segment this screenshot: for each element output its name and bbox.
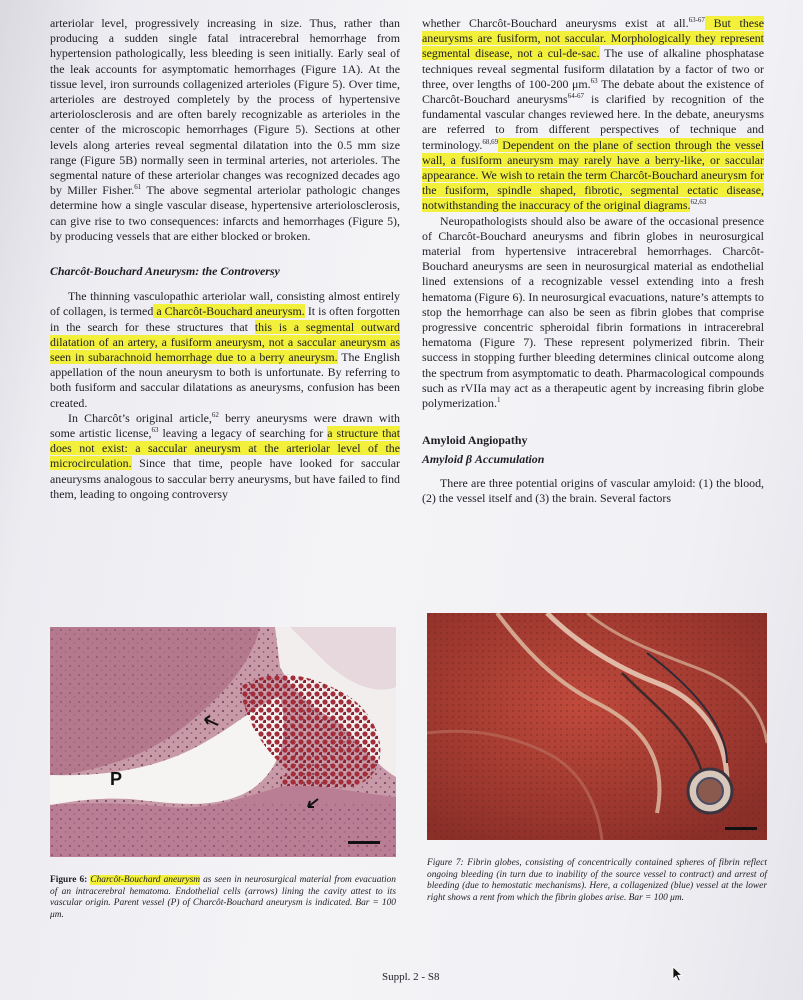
paragraph: Neuropathologists should also be aware of the occasional presence of Charcôt-Bouchard aneurysms and fibrin globes in neurosurgical material from hypertensive intracerebral hemorrhages. Charcôt-Bouchard aneurysms are seen in neurosurgical material as endothelial lined extensions of a recognizable vessel extending into a fresh hematoma (Figure 6). In neurosurgical evacuations, nature’s attempts to stop the hemorrhage can also be seen as fibrin globes that comprise progressive concentric spheroidal fibrin formations in intracerebral hematoma (Figure 7). These represent polymerized fibrin. Their success in stopping further bleeding determines clinical outcome along the spectrum from asymptomatic to death. Pharmacological compounds such as rVIIa may act as a therapeutic agent by increasing fibrin globe polymerization.$^1$ xyxy=(422,213,764,411)
paragraph-intro: arteriolar level, progressively increasing in size. Thus, rather than producing a sudden single fatal intracerebral hemorrhage from hypertension pathologically, less bleeding is seen initially. Early seal of the leak accounts for asymptomatic hemorrhages (Figure 1A). At the tissue level, iron surrounds collagenized arterioles (Figure 5). Over time, arterioles are destroyed completely by the process of hypertensive arteriolosclerosis and are often barely recognizable as arterioles in the center of the microscopic hemorrhages (Figure 5). Sections at other levels along arteries reveal segmental dilatation into the 0.5 mm size range (Figure 5B) normally seen in terminal arteries, not arterioles. The segmental nature of these arteriolar changes was recognized decades ago by Miller Fisher.$^{61}$ The above segmental arteriolar pathologic changes determine how a single vascular disease, hypertensive arteriolosclerosis, can give rise to two consequences: infarcts and hemorrhages (Figure 5), by producing vessels that are either blocked or broken. xyxy=(50,16,400,243)
paragraph: whether Charcôt-Bouchard aneurysms exist at all.$^{63-67}$ But these aneurysms are fusiform, not saccular. Morphologically they represent segmental disease, not a cul-de-sac. The use of alkaline phosphatase techniques reveal segmental fusiform dilatation by a factor of two or three, over lengths of 100-200 μm.$^{63}$ The debate about the existence of Charcôt-Bouchard aneurysms$^{64-67}$ is clarified by recognition of the fundamental vascular changes reviewed here. In the debate, aneurysms are referred to from different perspectives of technique and terminology.$^{68,69}$ Dependent on the plane of section through the vessel wall, a fusiform aneurysm may rarely have a berry-like, or saccular appearance. We wish to retain the term Charcôt-Bouchard aneurysm for the fusiform, spindle shaped, fibrotic, segmental ectatic disease, notwithstanding the inaccuracy of the original diagrams.$^{62,63}$ xyxy=(422,16,765,213)
highlight: Charcôt-Bouchard aneurysm xyxy=(90,875,201,885)
scale-bar xyxy=(348,841,380,844)
paragraph: In Charcôt’s original article,$^{62}$ berry aneurysms were drawn with some artistic license,$^{63}$ leaving a legacy of searching for a structure that does not exist: a saccular aneurysm at the arteriolar level of the microcirculation. Since that time, people have looked for saccular aneurysms analogous to saccular berry aneurysms, but have failed to find them, leading to ongoing controversy xyxy=(50,410,400,501)
left-column xyxy=(50,16,400,502)
figure-7-caption: Figure 7: Fibrin globes, consisting of concentrically contained spheres of fibrin reflect ongoing bleeding (in turn due to inability of the source vessel to contract) and arrest of bleeding (due to hemostatic mechanisms). Here, a collagenized (blue) vessel at the lower right shows a rent from which the fibrin globes arise. Bar = 100 μm. xyxy=(427,858,767,903)
highlight: a Charcôt-Bouchard aneurysm. xyxy=(153,304,305,319)
figure-7-image xyxy=(427,613,767,840)
highlight: a structure that does not exist: a saccular aneurysm at the arteriolar level of the microcirculation. xyxy=(50,426,400,471)
reference: 61 xyxy=(134,183,142,192)
scale-bar xyxy=(725,827,757,830)
paragraph: There are three potential origins of vascular amyloid: (1) the blood, (2) the vessel itself and (3) the brain. Several factors xyxy=(422,475,764,505)
section-heading: Amyloid Angiopathy xyxy=(422,433,528,448)
right-column xyxy=(422,16,764,506)
subsection-heading: Amyloid β Accumulation xyxy=(422,452,545,467)
parent-vessel-label: P xyxy=(110,769,123,789)
paragraph: The thinning vasculopathic arteriolar wall, consisting almost entirely of collagen, is termed a Charcôt-Bouchard aneurysm. It is often forgotten in the search for these structures that this is a segmental outward dilatation of an artery, a fusiform aneurysm, not a saccular aneurysm as seen in subarachnoid hemorrhage due to a berry aneurysm. The English appellation of the noun aneurysm to both is unfortunate. By referring to both fusiform and saccular dilatations as aneurysms, confusion has been created. xyxy=(50,289,400,410)
figure-6-caption: Figure 6: Charcôt-Bouchard aneurysm as seen in neurosurgical material from evacuation of an intracerebral hematoma. Endothelial cells (arrows) lining the cavity attest to its vascular origin. Parent vessel (P) of Charcôt-Bouchard aneurysm is indicated. Bar = 100 μm. xyxy=(50,875,396,920)
figure-6-image xyxy=(50,627,396,857)
highlight: But these aneurysms are fusiform, not saccular. Morphologically they represent segmental disease, not a cul-de-sac. xyxy=(422,16,764,61)
mouse-cursor-icon xyxy=(672,966,684,982)
highlight: this is a segmental outward dilatation of an artery, a fusiform aneurysm, not a saccular aneurysm as seen in subarachnoid hemorrhage due to a berry aneurysm. xyxy=(50,319,400,365)
highlight: Dependent on the plane of section through the vessel wall, a fusiform aneurysm may rarely have a berry-like, or saccular appearance. We wish to retain the term Charcôt-Bouchard aneurysm for the fusiform, spindle shaped, fibrotic, segmental ectatic disease, notwithstanding the inaccuracy of the original diagrams. xyxy=(422,137,764,213)
page-footer: Suppl. 2 - S8 xyxy=(382,971,440,983)
section-heading: Charcôt-Bouchard Aneurysm: the Controversy xyxy=(50,264,280,279)
